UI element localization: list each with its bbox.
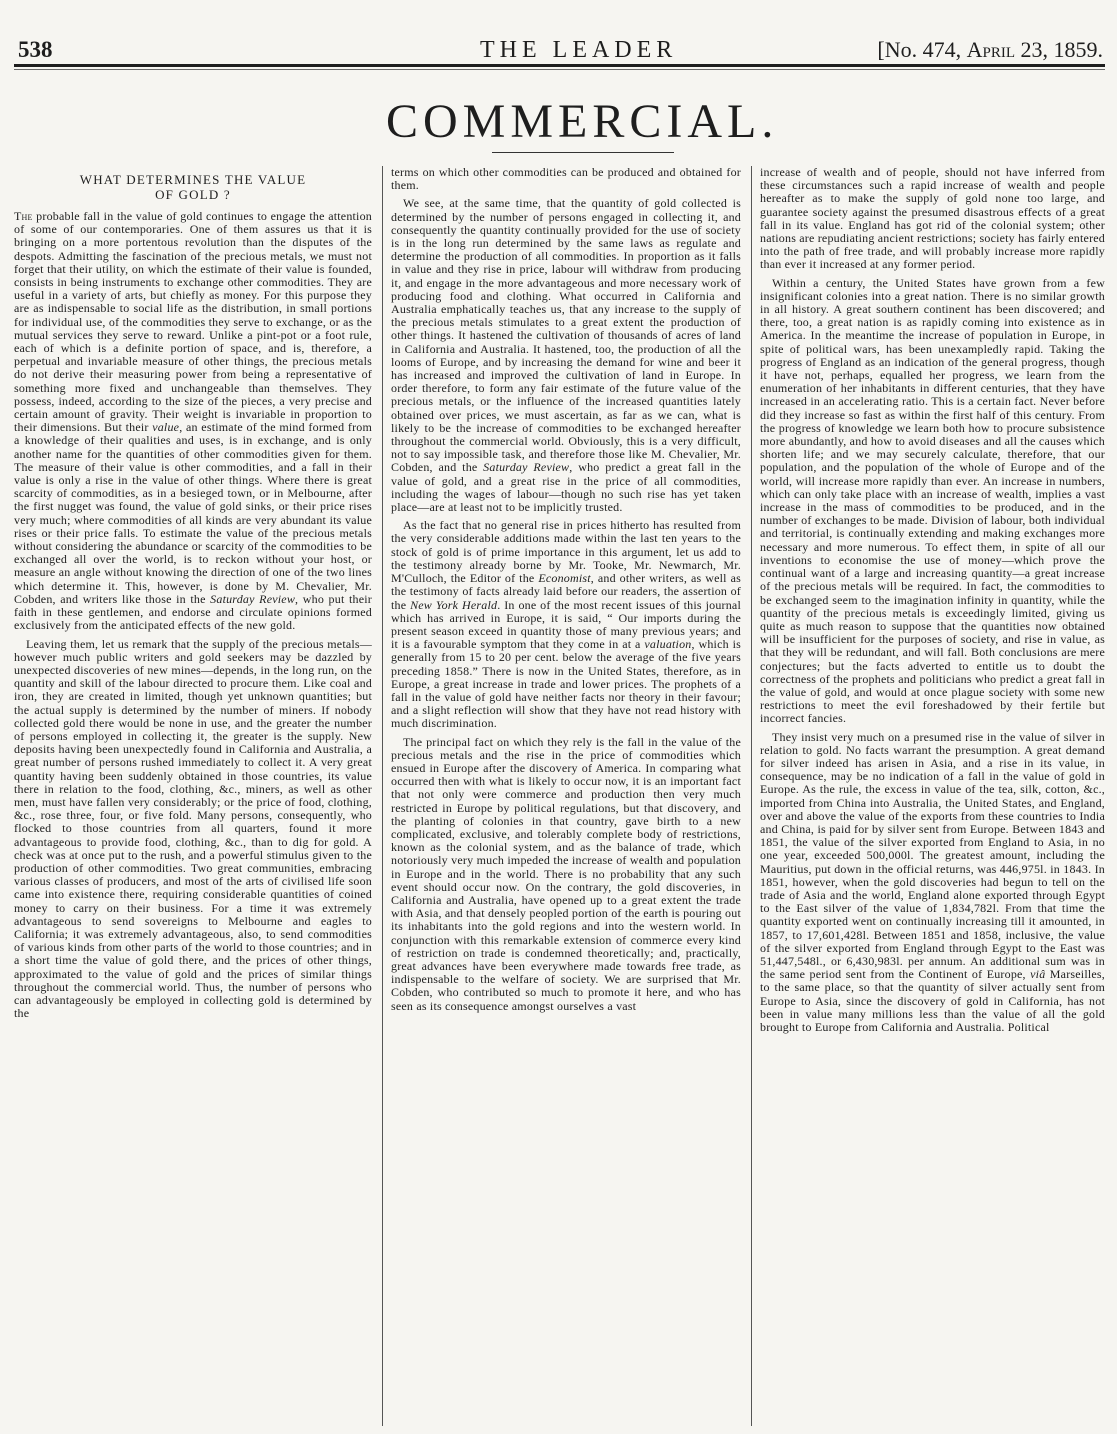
text-run: increase of wealth and of people, should not have inferred from these circumstances such a rapid increase of wealth and people hereafter as to make the supply of gold none too large, and guarantee society against the presumed disastrous effects of a great fall in its value. England has got rid of the colonial system; other nations are repudiating ancient restrictions; society has fairly entered into the path of free trade, and will probably increase more rapidly than ever it increased at any former period. bbox=[760, 165, 1105, 272]
headline-line: OF GOLD ? bbox=[155, 187, 231, 202]
page-number: 538 bbox=[18, 37, 53, 62]
paragraph bbox=[760, 731, 1105, 1035]
section-title: COMMERCIAL. bbox=[386, 95, 779, 148]
issue-date: April 23, 1859. bbox=[966, 37, 1103, 62]
column-body bbox=[14, 210, 372, 1020]
column-1 bbox=[14, 166, 372, 1020]
header-rule bbox=[14, 64, 1105, 67]
paragraph bbox=[391, 197, 741, 514]
text-run: The bbox=[14, 209, 33, 223]
text-run: New York Herald bbox=[410, 597, 498, 612]
masthead: THE LEADER bbox=[480, 37, 678, 63]
text-run: Marseilles, to the same place, so that the quantity of silver actually sent from Europe to Asia, since the discovery of gold in California, has not been in value many millions less than the value of all the gold brought to Europe from California and Australia. Political bbox=[760, 967, 1105, 1034]
text-run: , who predict a great fall in the value of gold, and a great rise in the price of all commodities, including the wages of labour—though no such rise has yet taken place—are at least not to be implicitly trusted. bbox=[391, 460, 741, 515]
text-run: , who put their faith in these gentlemen, and endorse and circulate opinions formed exclusively from the anticipated effects of the new gold. bbox=[14, 591, 372, 633]
paragraph bbox=[14, 210, 372, 633]
article-headline bbox=[14, 172, 372, 202]
text-run: , and other writers, as well as the testimony of facts already laid before our readers, the assertion of the bbox=[391, 571, 741, 612]
paragraph bbox=[391, 736, 741, 1013]
paragraph bbox=[391, 519, 741, 730]
column-divider bbox=[382, 166, 383, 1426]
text-run: Within a century, the United States have grown from a few insignificant colonies into a great nation. There is no similar growth in all history. A great southern continent has been discovered; and there, too, a great nation is as rapidly coming into existence as in America. In the meantime the increase of population in Europe, in spite of political wars, has been unexampledly rapid. Taking the progress of England as an indication of the general progress, though it have not, perhaps, equalled her progress, we learn from the enumeration of her inhabitants in different centuries, that they have increased in an accelerating ratio. This is a certain fact. Never before did they increase so fast as within the first half of this century. From the progress of knowledge we learn both how to procure subsistence more abundantly, and how to avoid diseases and all the causes which shorten life; and we may securely calculate, therefore, that our population, and the population of the whole of Europe and of the world, will increase more rapidly than ever. An increase in numbers, which can only take place with an increase of wealth, implies a vast increase in the mass of commodities to be produced, and in the number of exchanges to be made. Division of labour, both individual and territorial, is continually extending and making exchanges more necessary and more numerous. To effect them, in spite of all our inventions to economise the use of money—which prove the continual want of a large and increasing quantity—a great increase of the precious metals will be required. In fact, the commodities to be exchanged seem to the imagination infinity in quantity, while the quantity of the precious metals is exceedingly limited, giving us quite as much reason to suppose that the quantities now obtained will be insufficient for the purposes of society, and rise in value, as that they will be redundant, and will fall. Both conclusions are mere conjectures; but the facts adverted to entitle us to doubt the correctness of the prophets and politicians who predict a great fall in the value of gold, and would at once plague society with some new restrictions to meet the evil foreshadowed by their fertile but incorrect fancies. bbox=[760, 275, 1105, 726]
paragraph bbox=[760, 277, 1105, 726]
issue-number: [No. 474, bbox=[877, 37, 962, 62]
text-run: , an estimate of the mind formed from a knowledge of their qualities and uses, is in exchange, and is only another name for the quantities of other commodities given for them. The measure of their value is other commodities, and a fall in their value is only a rise in the value of other things. Where there is great scarcity of commodities, as in a besieged town, or in Melbourne, after the first nugget was found, the value of gold sinks, or their price rises very much; where commodities of all kinds are very abundant its value rises or their price falls. To estimate the value of the precious metals without considering the abundance or scarcity of the commodities to be exchanged all over the world, is to reckon without your host, or measure an angle without knowing the direction of one of the two lines which determine it. This, however, is done by M. Chevalier, Mr. Cobden, and writers like those in the bbox=[14, 420, 372, 606]
column-2 bbox=[391, 166, 741, 1013]
text-run: Economist bbox=[538, 571, 591, 586]
text-run: Leaving them, let us remark that the supply of the precious metals—however much public writers and gold seekers may be dazzled by unexpected discoveries of new mines—depends, in the long run, on the quantity and skill of the labour directed to procure them. Like coal and iron, they are created in limited, though yet unknown quantities; but the actual supply is determined by the number of miners. If nobody collected gold there would be none in use, and the greater the number of persons employed in collecting it, the greater is the supply. New deposits having been unexpectedly found in California and Australia, a great number of persons rushed immediately to collect it. A very great quantity having been suddenly obtained in those countries, its value there in relation to the food, clothing, &c., miners, as well as other men, must have fallen very considerably; or the price of food, clothing, &c., rose three, four, or five fold. Many persons, consequently, who flocked to those countries from all quarters, found it more advantageous to provide food, clothing, &c., than to dig for gold. A check was at once put to the rush, and a powerful stimulus given to the production of other commodities. Two great communities, embracing various classes of producers, and most of the arts of civilised life soon came into existence there, requiring considerable quantities of coined money to carry on their business. For a time it was extremely advantageous to send sovereigns to Melbourne and eagles to California; it was extremely advantageous, also, to send commodities of various kinds from other parts of the world to those countries; and in a short time the value of gold there, and the prices of other things, approximated to the value of gold and the prices of similar things throughout the commercial world. Thus, the number of persons who can advantageously be employed in collecting gold is determined by the bbox=[14, 636, 372, 1021]
column-divider bbox=[751, 166, 752, 1426]
text-run: viâ bbox=[1030, 967, 1046, 982]
text-run: probable fall in the value of gold continues to engage the attention of some of our contemporaries. One of them assures us that it is bringing on a more portentous revolution than the disputes of the despots. Admitting the fascination of the precious metals, we must not forget that their utility, on which the estimate of their value is founded, consists in being instruments to exchange other commodities. They are useful in a variety of arts, but chiefly as money. For this purpose they are as indispensable to social life as the distribution, in small portions for individual use, of the commodities they serve to exchange, or as the mutual services they serve to reward. Unlike a pint-pot or a foot rule, each of which is a definite portion of space, and is, therefore, a perpetual and invariable measure of other things, the precious metals do not derive their measuring power from being a representative of something more fixed and unchangeable than themselves. They possess, indeed, according to the size of the pieces, a very precise and certain amount of gravity. Their weight is invariable in proportion to their dimensions. But their bbox=[14, 209, 372, 435]
column-3 bbox=[760, 166, 1105, 1034]
header-rule-thin bbox=[14, 69, 1105, 70]
paragraph bbox=[14, 638, 372, 1021]
column-body bbox=[760, 166, 1105, 1034]
text-run: Saturday Review bbox=[483, 460, 570, 475]
text-run: We see, at the same time, that the quantity of gold collected is determined by the number of persons engaged in collecting it, and consequently the quantity continually provided for the use of society is in the long run determined by the same laws as regulate and determine the production of all commodities. In proportion as it falls in value and they rise in price, labour will withdraw from producing it, and engage in the more advantageous and more necessary work of producing food and clothing. What occurred in California and Australia emphatically teaches us, that any increase to the supply of the precious metals stimulates to a great extent the production of other things. It hastened the cultivation of thousands of acres of land in California and Australia. It hastened, too, the production of all the looms of Europe, and by increasing the demand for wine and beer it has increased and improved the cultivation of land in Europe. In order therefore, to form any fair estimate of the future value of the precious metals, or the influence of the increased quantities lately obtained over prices, we must ascertain, as far as we can, what is likely to be the increase of commodities to be exchanged hereafter throughout the commercial world. Obviously, this is a very difficult, not to say impossible task, and therefore those like M. Chevalier, Mr. Cobden, and the bbox=[391, 196, 741, 475]
text-run: Saturday Review bbox=[210, 591, 296, 606]
text-run: As the fact that no general rise in prices hitherto has resulted from the very considerable additions made within the last ten years to the stock of gold is of prime importance in this argument, let us add to the testimony already borne by Mr. Tooke, Mr. Newmarch, Mr. M'Culloch, the Editor of the bbox=[391, 518, 741, 586]
text-run: valuation bbox=[644, 637, 692, 652]
paragraph bbox=[760, 166, 1105, 272]
paragraph bbox=[391, 166, 741, 192]
headline-line: WHAT DETERMINES THE VALUE bbox=[79, 172, 307, 187]
column-body bbox=[391, 166, 741, 1013]
text-run: They insist very much on a presumed rise in the value of silver in relation to gold. No facts warrant the presumption. A great demand for silver indeed has arisen in Asia, and a rise in its value, in consequence, may be no indication of a fall in the value of gold in Europe. As the rule, the excess in value of the tea, silk, cotton, &c., imported from China into Australia, the United States, and England, over and above the value of the exports from these countries to India and China, is paid for by silver sent from Europe. Between 1843 and 1851, the value of the silver exported from England to Asia, in no one year, exceeded 500,000l. The greatest amount, including the Mauritius, put down in the official returns, was 446,975l. in 1843. In 1851, however, when the gold discoveries had begun to tell on the trade of Asia and the world, England alone exported through Egypt to the East silver of the value of 1,834,782l. From that time the quantity exported went on continually increasing till it amounted, in 1857, to 17,601,428l. Between 1851 and 1858, inclusive, the value of the silver exported from England through Egypt to the East was 51,447,548l., or 6,430,983l. per annum. An additional sum was in the same period sent from the Continent of Europe, bbox=[760, 729, 1105, 982]
issue-line bbox=[877, 36, 1103, 64]
text-run: . In one of the most recent issues of this journal which has arrived in Europe, it is said, “ Our imports during the present season exceed in quantity those of many previous years; and it is a favourable symptom that they come in at a bbox=[391, 597, 741, 652]
title-rule bbox=[492, 152, 674, 153]
text-run: value bbox=[152, 420, 180, 435]
text-run: , which is generally from 15 to 20 per cent. below the average of the five years preceding 1858.” There is now in the United States, therefore, as in Europe, a great increase in trade and lower prices. The prophets of a fall in the value of gold have neither facts nor theory in their favour; and a slight reflection will show that they have not read history with much discrimination. bbox=[391, 637, 741, 731]
text-run: The principal fact on which they rely is the fall in the value of the precious metals and the rise in the price of commodities which ensued in Europe after the discovery of America. In comparing what occurred then with what is likely to occur now, it is an important fact that not only were commerce and production then very much restricted in Europe by political regulations, but that discovery, and the planting of colonies in that country, gave birth to a new complicated, exclusive, and tolerably complete body of restrictions, known as the colonial system, and as the balance of trade, which notoriously very much impeded the increase of wealth and population in Europe and in the world. There is no probability that any such event should occur now. On the contrary, the gold discoveries, in California and Australia, have opened up to a great extent the trade with Asia, and that densely peopled portion of the earth is pouring out its inhabitants into the gold regions and into the western world. In conjunction with this remarkable extension of commerce every kind of restriction on trade is condemned theoretically; and, practically, great advances have been everywhere made towards free trade, as indispensable to the welfare of society. We are surprised that Mr. Cobden, who contributed so much to promote it here, and who has seen as its consequence amongst ourselves a vast bbox=[391, 734, 741, 1013]
text-run: terms on which other commodities can be produced and obtained for them. bbox=[391, 165, 741, 193]
